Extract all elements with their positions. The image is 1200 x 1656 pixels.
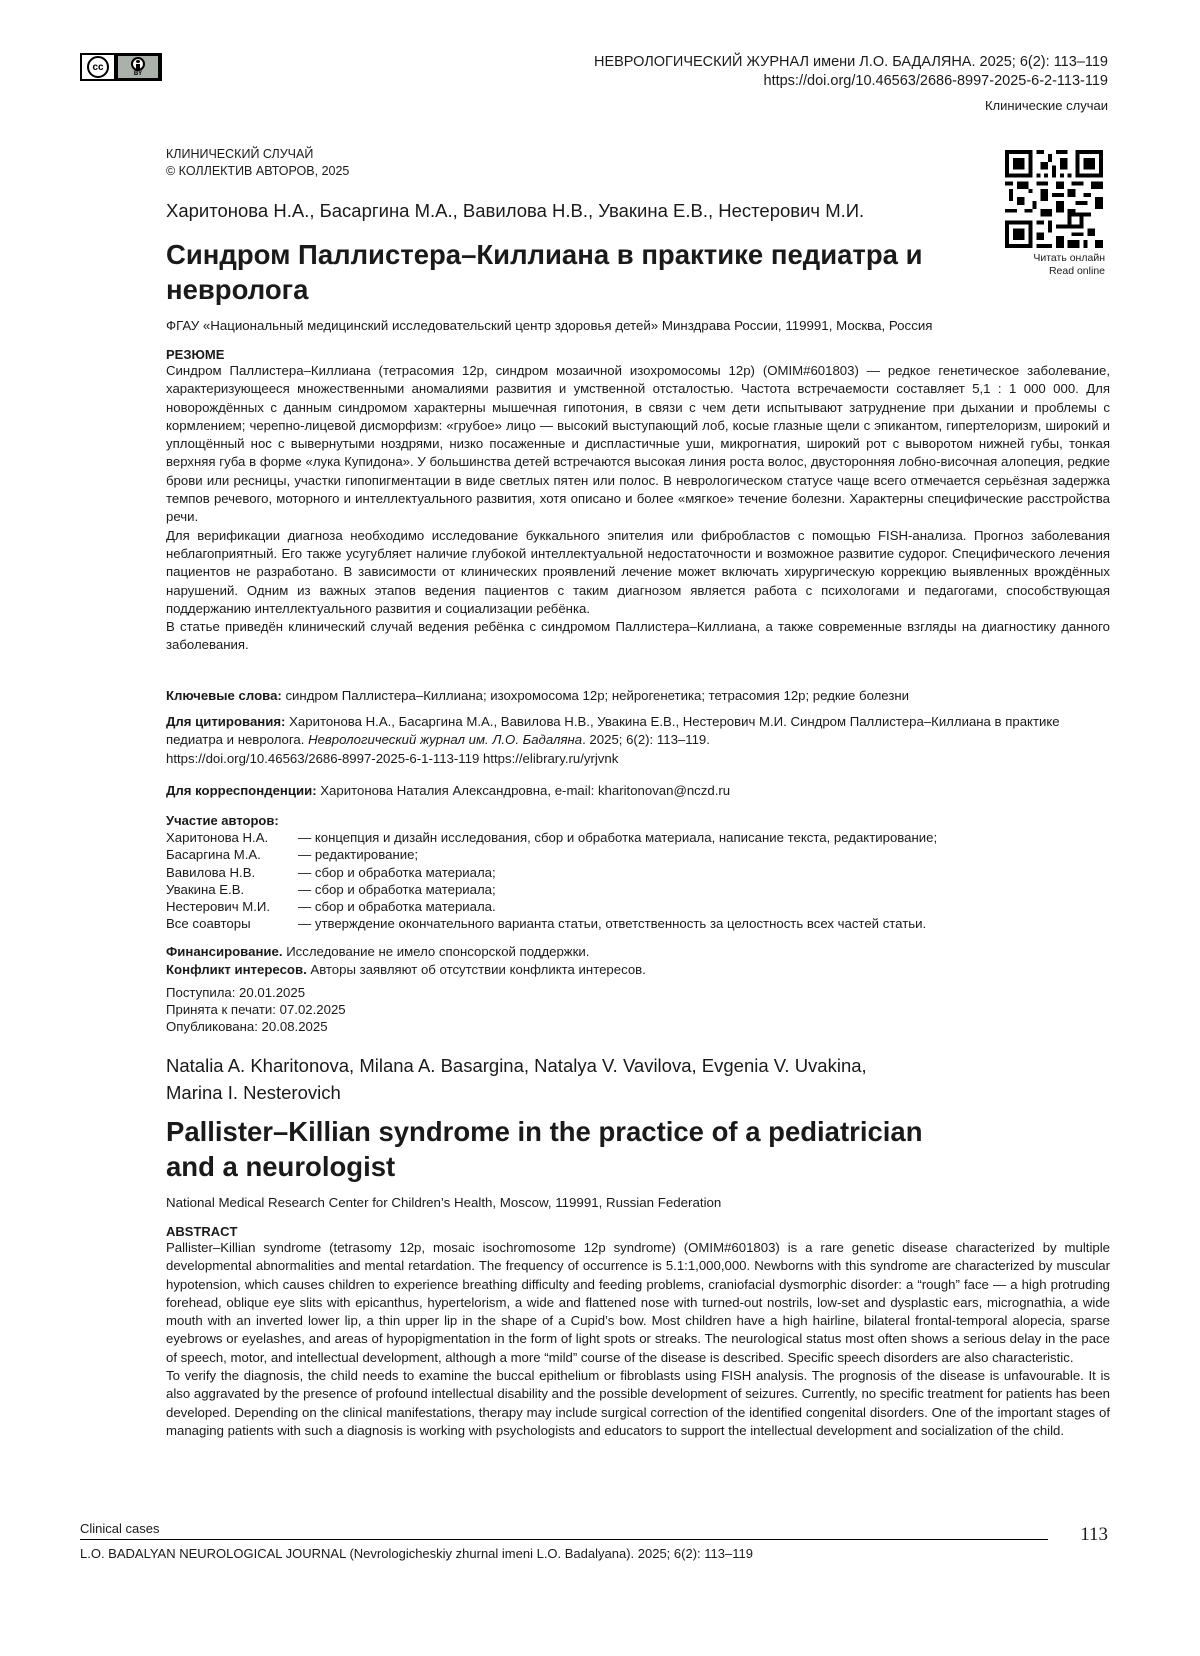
- abstract-en: [166, 1224, 1110, 1440]
- cc-icon: cc: [82, 55, 116, 79]
- abstract-heading-ru: РЕЗЮМЕ: [166, 347, 225, 362]
- journal-header: [594, 53, 1108, 91]
- abstract-heading-en: ABSTRACT: [166, 1224, 238, 1239]
- correspondence: Для корреспонденции: Харитонова Наталия Александровна, e-mail: kharitonovan@nczd.ru: [166, 783, 731, 798]
- citation: Для цитирования: Харитонова Н.А., Басаргина М.А., Вавилова Н.В., Увакина Е.В., Нестерович М.И. Синдром Паллистера–Киллиана в практике педиатра и невролога. Неврологический журнал им. Л.О. Бадаляна. 2025; 6(2): 113–119. https://doi.org/10.46563/2686-8997-2025-6-1-113-119 https://elibrary.ru/yrjvnk: [166, 713, 1110, 768]
- qr-caption: Читать онлайн Read online: [1033, 252, 1105, 277]
- authors-en: Natalia A. Kharitonova, Milana A. Basargina, Natalya V. Vavilova, Evgenia V. Uvakina, Marina I. Nesterovich: [166, 1055, 867, 1103]
- page-number: 113: [1080, 1524, 1108, 1545]
- abstract-ru: [166, 347, 1110, 655]
- contribution-row: Нестерович М.И. — сбор и обработка материала.: [166, 899, 496, 915]
- funding-conflict: Финансирование. Исследование не имело спонсорской поддержки. Конфликт интересов. Авторы заявляют об отсутствии конфликта интересов.: [166, 944, 646, 977]
- date-received: Поступила: 20.01.2025: [166, 985, 306, 1000]
- abstract-en-paragraph: To verify the diagnosis, the child needs to examine the buccal epithelium or fibroblasts using FISH analysis. The prognosis of the disease is unfavourable. It is also aggravated by the presence of profound intellectual disability and the possible development of seizures. Currently, no specific treatment for patients has been developed. Depending on the clinical manifestations, therapy may include surgical correction of the identified congenital disorders. One of the important stages of managing patients with such a diagnosis is working with psychologists and educators to support the intellectual development and socialization of the child.: [166, 1368, 1110, 1438]
- title-en: Pallister–Killian syndrome in the practice of a pediatrician and a neurologist: [166, 1116, 923, 1182]
- section-label: Клинические случаи: [984, 98, 1108, 113]
- affiliation-ru: ФГАУ «Национальный медицинский исследовательский центр здоровья детей» Минздрава России, 119991, Москва, Россия: [166, 318, 933, 333]
- contribution-row: Все соавторы — утверждение окончательного варианта статьи, ответственность за целостность всех частей статьи.: [166, 916, 927, 932]
- footer-section: Clinical cases: [80, 1521, 160, 1536]
- person-icon: [131, 57, 145, 71]
- contribution-row: Басаргина М.А. — редактирование;: [166, 847, 419, 863]
- contribution-row: Вавилова Н.В. — сбор и обработка материала;: [166, 864, 496, 880]
- article-type: КЛИНИЧЕСКИЙ СЛУЧАЙ © КОЛЛЕКТИВ АВТОРОВ, 2025: [166, 147, 350, 178]
- citation-links[interactable]: https://doi.org/10.46563/2686-8997-2025-6-1-113-119 https://elibrary.ru/yrjvnk: [166, 750, 619, 766]
- cc-by-license-badge: cc BY: [80, 53, 162, 81]
- date-accepted: Принята к печати: 07.02.2025: [166, 1002, 346, 1017]
- authors-ru: Харитонова Н.А., Басаргина М.А., Вавилова Н.В., Увакина Е.В., Нестерович М.И.: [166, 200, 865, 221]
- author-contributions: Участие авторов: Харитонова Н.А. — концепция и дизайн исследования, сбор и обработка материала, написание текста, редактирование; Басаргина М.А. — редактирование; Вавилова Н.В. — сбор и обработка материала; Увакина Е.В. — сбор и обработка материала; Нестерович М.И. — сбор и обработка материала. Все соавторы — утверждение окончательного варианта статьи, ответственность за целостность всех частей статьи.: [166, 813, 938, 932]
- title-ru: Синдром Паллистера–Киллиана в практике педиатра и невролога: [166, 239, 923, 305]
- contribution-row: Харитонова Н.А. — концепция и дизайн исследования, сбор и обработка материала, написание текста, редактирование;: [166, 830, 938, 846]
- date-published: Опубликована: 20.08.2025: [166, 1019, 328, 1034]
- abstract-ru-paragraph: В статье приведён клинический случай ведения ребёнка с синдромом Паллистера–Киллиана, а также современные взгляды на диагностику данного заболевания.: [166, 619, 1110, 653]
- affiliation-en: National Medical Research Center for Children’s Health, Moscow, 119991, Russian Federation: [166, 1195, 722, 1210]
- abstract-en-paragraph: Pallister–Killian syndrome (tetrasomy 12p, mosaic isochromosome 12p syndrome) (OMIM#601803) is a rare genetic disease characterized by multiple developmental abnormalities and mental retardation. The frequency of occurrence is 5.1:1,000,000. Newborns with this syndrome are characterized by muscular hypotension, which causes children to experience breathing difficulty and feeding problems, craniofacial dysmorphic disorder: a “rough” face — a high protruding forehead, oblique eye slits with epicanthus, hypertelorism, a wide and flattened nose with turned-out nostrils, low-set and dysplastic ears, micrognathia, a wide mouth with an inverted lower lip, a thin upper lip in the shape of a Cupid’s bow. Most children have a high hairline, bilateral frontal-temporal alopecia, sparse eyebrows or eyelashes, and areas of hypopigmentation in the form of light spots or streaks. The neurological status most often shows a serious delay in the pace of speech, motor, and intellectual development, although a more “mild” course of the disease is described. Specific speech disorders are also characteristic.: [166, 1240, 1110, 1365]
- footer-journal: L.O. BADALYAN NEUROLOGICAL JOURNAL (Nevrologicheskiy zhurnal imeni L.O. Badalyana). 2025; 6(2): 113–119: [80, 1546, 753, 1561]
- abstract-ru-paragraph: Синдром Паллистера–Киллиана (тетрасомия 12p, синдром мозаичной изохромосомы 12p) (OMIM#601803) — редкое генетическое заболевание, характеризующееся множественными аномалиями развития и умственной отсталостью. Частота встречаемости составляет 5,1 : 1 000 000. Для новорождённых с данным синдромом характерны мышечная гипотония, в связи с чем дети испытывают затруднение при дыхании и проблемы с кормлением; черепно-лицевой дисморфизм: «грубое» лицо — высокий выступающий лоб, косые глазные щели с эпикантом, гипертелоризм, широкий и уплощённый нос с вывернутыми ноздрями, низко посаженные и диспластичные уши, микрогнатия, широкий рот с выворотом нижней губы, тонкая верхняя губа в форме «лука Купидона». У большинства детей встречаются высокая линия роста волос, двусторонняя лобно-височная алопеция, редкие брови или ресницы, участки гипопигментации в виде светлых пятен или полос. В неврологическом статусе чаще всего отмечается серьёзная задержка темпов речевого, моторного и интеллектуального развития, хотя описано и более «мягкое» течение болезни. Характерны специфические расстройства речи.: [166, 363, 1110, 525]
- journal-line: НЕВРОЛОГИЧЕСКИЙ ЖУРНАЛ имени Л.О. БАДАЛЯНА. 2025; 6(2): 113–119: [593, 54, 1108, 70]
- article-dates: [166, 984, 1110, 1035]
- keywords: Ключевые слова: синдром Паллистера–Киллиана; изохромосома 12p; нейрогенетика; тетрасомия 12p; редкие болезни: [166, 688, 910, 703]
- footer-rule: [80, 1539, 1048, 1540]
- contribution-row: Увакина Е.В. — сбор и обработка материала;: [166, 881, 496, 897]
- doi-link[interactable]: https://doi.org/10.46563/2686-8997-2025-6-2-113-119: [763, 73, 1108, 89]
- abstract-ru-paragraph: Для верификации диагноза необходимо исследование буккального эпителия или фибробластов с помощью FISH-анализа. Прогноз заболевания неблагоприятный. Его также усугубляет наличие глубокой интеллектуальной недостаточности и возможное развитие судорог. Специфического лечения пациентов не разработано. В зависимости от клинических проявлений лечение может включать хирургическую коррекцию выявленных врождённых нарушений. Одним из важных этапов ведения пациентов с таким диагнозом является работа с психологами и педагогами, способствующая поддержанию интеллектуального развития и социализации ребёнка.: [166, 527, 1110, 616]
